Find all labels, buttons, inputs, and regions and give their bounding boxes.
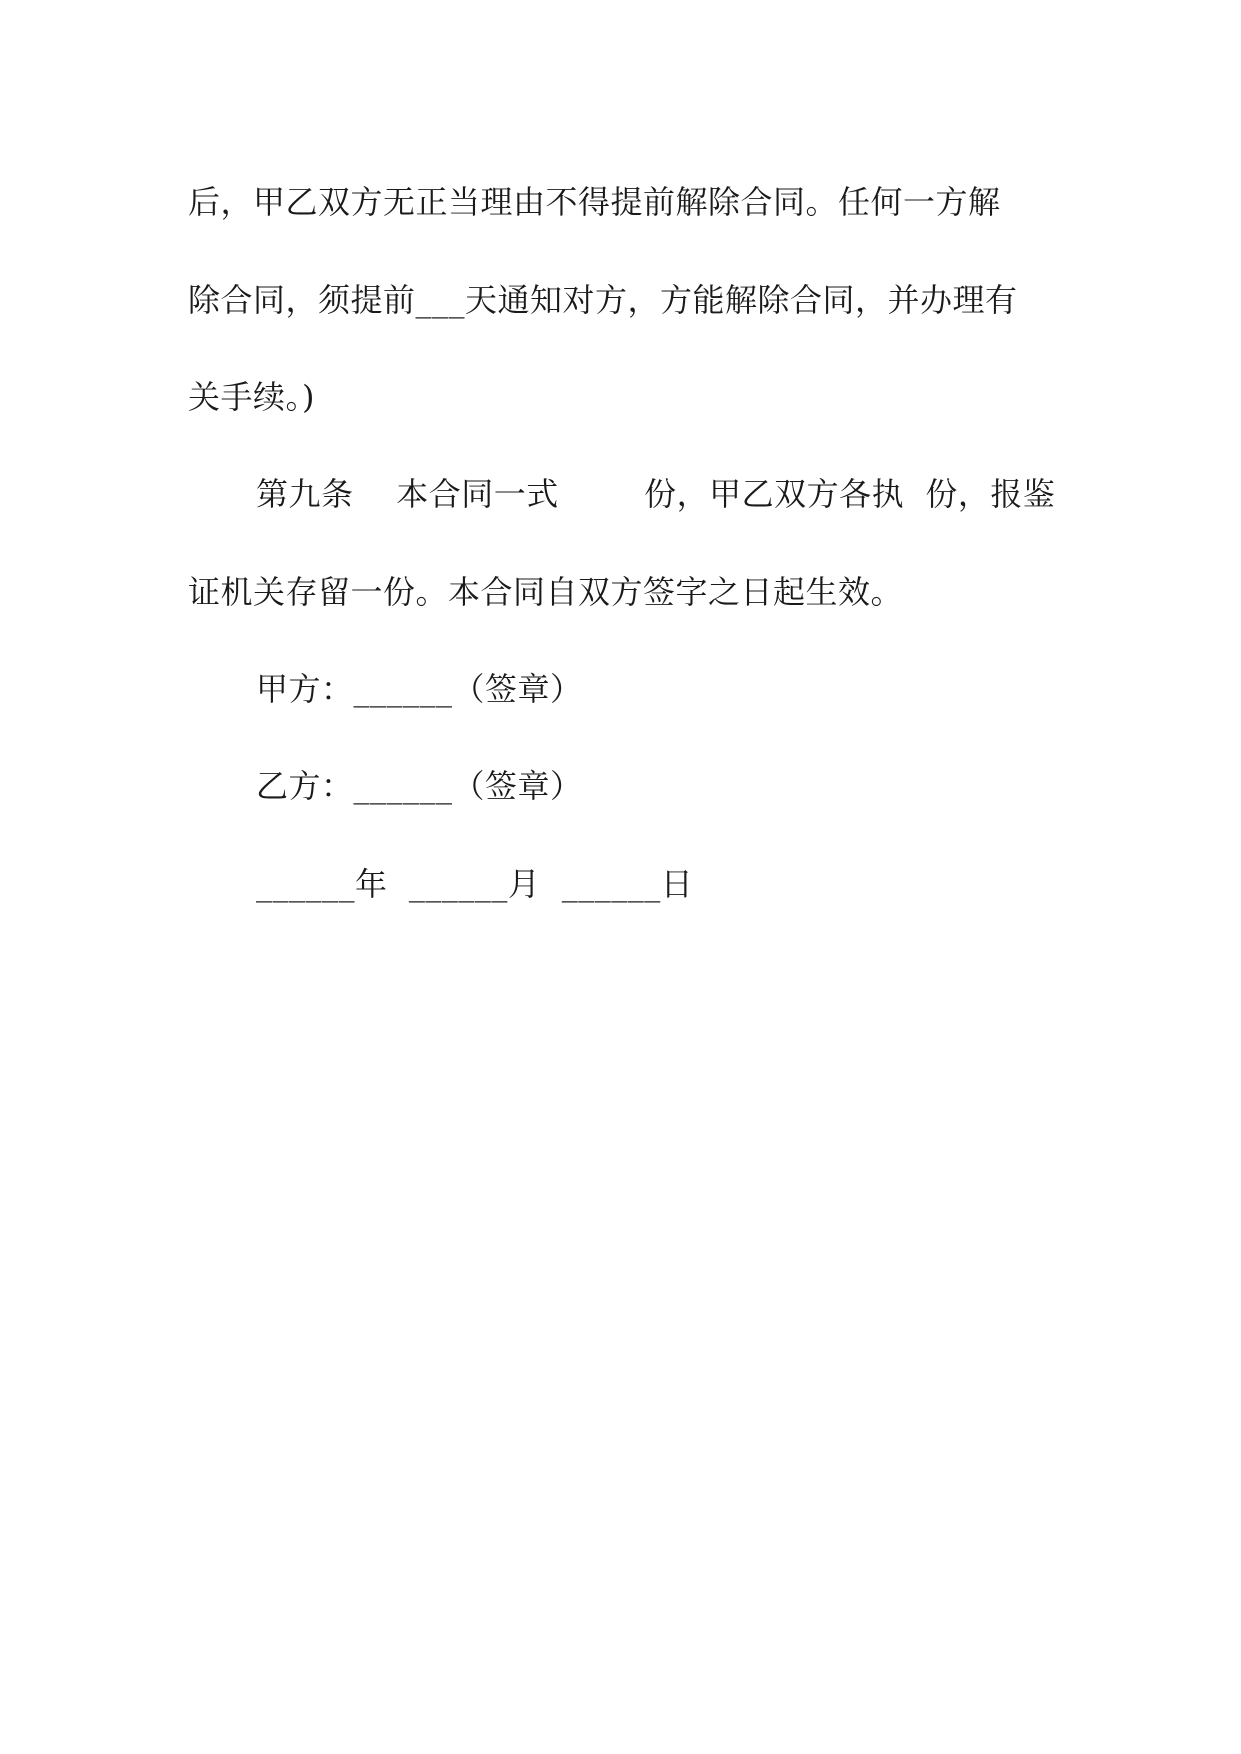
paragraph-line-1: 后，甲乙双方无正当理由不得提前解除合同。任何一方解 [188, 183, 1001, 221]
article-nine-line-2: 证机关存留一份。本合同自双方签字之日起生效。 [188, 573, 904, 611]
paragraph-line-3: 关手续。) [188, 378, 315, 416]
paragraph-line-2: 除合同，须提前___天通知对方，方能解除合同，并办理有 [188, 281, 1018, 319]
party-b-signature: 乙方：______（签章） [256, 767, 583, 805]
article-nine-line-1: 第九条 本合同一式 份，甲乙双方各执 份，报鉴 [256, 475, 1056, 513]
party-a-signature: 甲方：______（签章） [256, 670, 583, 708]
signature-date: ______年 ______月 ______日 [256, 865, 694, 903]
